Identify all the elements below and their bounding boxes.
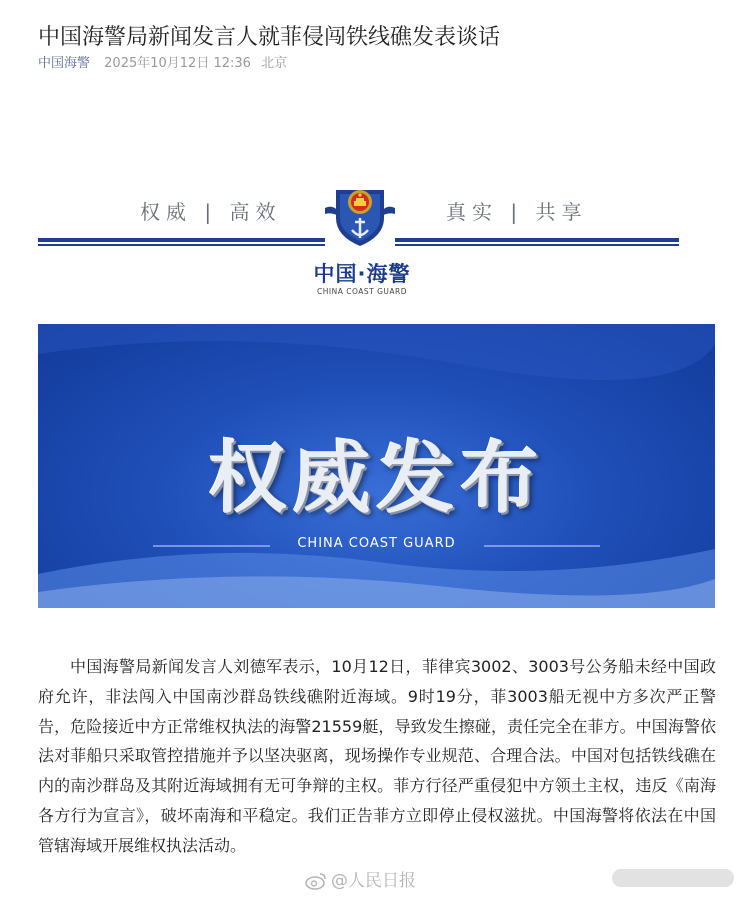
weibo-icon	[305, 872, 327, 890]
article-meta	[38, 52, 293, 71]
slogan-left: 权威 | 高效	[140, 200, 282, 224]
coast-guard-emblem-icon	[321, 178, 399, 252]
article-body: 中国海警局新闻发言人刘德军表示，10月12日，菲律宾3002、3003号公务船未经中国政府允许，非法闯入中国南沙群岛铁线礁附近海域。9时19分，菲3003船无视中方多次严正警告，危险接近中方正常维权执法的海警21559艇，导致发生擦碰，责任完全在菲方。中国海警依法对菲船只采取管控措施并予以坚决驱离，现场操作专业规范、合理合法。中国对包括铁线礁在内的南沙群岛及其附近海域拥有无可争辩的主权。菲方行径严重侵犯中方领土主权，违反《南海各方行为宣言》，破坏南海和平稳定。我们正告菲方立即停止侵权滋扰。中国海警将依法在中国管辖海域开展维权执法活动。	[38, 657, 716, 855]
weibo-watermark	[305, 866, 416, 891]
watermark-text: @人民日报	[331, 871, 416, 891]
brand-name-en: CHINA COAST GUARD	[317, 287, 407, 296]
publish-location: 北京	[261, 56, 288, 71]
announcement-banner	[38, 324, 715, 608]
banner-subtitle: CHINA COAST GUARD	[297, 536, 456, 551]
banner-title: 权威发布	[208, 434, 545, 524]
slogan-right: 真实 | 共享	[446, 200, 588, 224]
blurred-watermark	[612, 869, 734, 887]
source-link[interactable]: 中国海警	[38, 56, 91, 71]
publish-datetime: 2025年10月12日 12:36	[104, 56, 251, 71]
brand-name-cn: 中国·海警	[313, 262, 411, 286]
article-title: 中国海警局新闻发言人就菲侵闯铁线礁发表谈话	[38, 24, 501, 50]
